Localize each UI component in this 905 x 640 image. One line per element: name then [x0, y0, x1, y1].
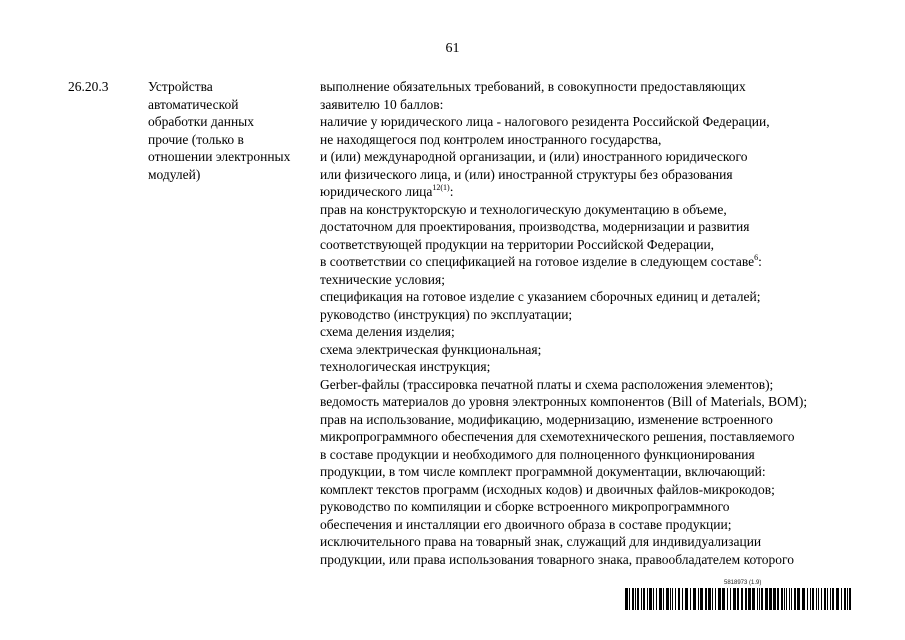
requirement-line — [320, 341, 865, 359]
barcode-bar — [769, 588, 772, 610]
barcode-bar — [715, 588, 716, 610]
barcode-bar — [847, 588, 848, 610]
punctuation: : — [449, 184, 454, 199]
barcode-bar — [745, 588, 747, 610]
requirement-line-text: прав на использование, модификацию, модернизацию, изменение встроенного — [320, 411, 773, 427]
barcode-bar — [712, 588, 713, 610]
requirement-line — [320, 183, 865, 201]
requirement-line — [320, 323, 865, 341]
requirement-line — [320, 411, 865, 429]
requirement-line — [320, 166, 865, 184]
barcode-bar — [748, 588, 751, 610]
requirement-line — [320, 201, 865, 219]
page-number: 61 — [445, 41, 460, 56]
requirement-line-text: наличие у юридического лица - налогового резидента Российской Федерации, — [320, 114, 770, 129]
requirement-line-text: руководство по компиляции и сборке встроенного микропрограммного — [320, 499, 730, 514]
barcode-bar — [690, 588, 691, 610]
barcode-bar — [757, 588, 758, 610]
requirement-line-text: микропрограммного обеспечения для схемотехнического решения, поставляемого — [320, 429, 795, 444]
requirement-line — [320, 516, 865, 534]
barcode-bar — [682, 588, 683, 610]
barcode-bar — [789, 588, 790, 610]
requirement-line — [320, 271, 865, 289]
requirement-line-text: спецификация на готовое изделие с указанием сборочных единиц и деталей; — [320, 289, 761, 304]
barcode-bar — [730, 588, 731, 610]
barcode-bar — [632, 588, 634, 610]
barcode-bar — [812, 588, 814, 610]
requirement-line-text: схема электрическая функциональная; — [320, 341, 542, 357]
requirement-line-text: Gerber-файлы (трассировка печатной платы и схема расположения элементов); — [320, 376, 774, 392]
barcode-bar — [685, 588, 688, 610]
barcode-bar — [786, 588, 787, 610]
requirement-line-text: соответствующей продукции на территории Российской Федерации, — [320, 236, 715, 252]
requirement-line-text: ведомость материалов до уровня электронных компонентов (Bill of Materials, BOM); — [320, 394, 808, 409]
requirement-line — [320, 78, 865, 96]
requirement-line — [320, 253, 865, 271]
product-name-line: обработки данных — [148, 114, 254, 129]
requirement-line-text: не находящегося под контролем иностранного государства, — [320, 131, 662, 147]
product-name-line: отношении электронных — [148, 149, 291, 164]
barcode-bar — [727, 588, 728, 610]
requirement-line — [320, 113, 865, 131]
barcode-bar — [666, 588, 669, 610]
barcode-bar — [653, 588, 654, 610]
requirement-line — [320, 463, 865, 481]
requirement-line-text: технологическая инструкция; — [320, 359, 491, 374]
barcode-bar — [794, 588, 796, 610]
requirement-line — [320, 428, 865, 446]
requirement-line-text: обеспечения и инсталляции его двоичного образа в составе продукции; — [320, 516, 732, 532]
barcode-bar — [797, 588, 800, 610]
barcode-bar — [647, 588, 648, 610]
barcode-bar — [675, 588, 676, 610]
barcode-bar — [737, 588, 739, 610]
requirement-line — [320, 393, 865, 411]
barcode-bar — [741, 588, 743, 610]
footnote-reference: 6 — [754, 253, 759, 262]
requirement-line — [320, 148, 865, 166]
requirement-line — [320, 551, 865, 569]
requirement-line-text: исключительного права на товарный знак, служащий для индивидуализации — [320, 534, 762, 549]
barcode-bar — [663, 588, 664, 610]
requirement-line-text: или физического лица, и (или) иностранной структуры без образования — [320, 166, 733, 182]
product-name-line: прочие (только в — [148, 131, 244, 147]
barcode-bar — [824, 588, 826, 610]
requirement-line — [320, 498, 865, 516]
barcode-bar — [629, 588, 630, 610]
document-id: 5818973 (1.9) — [724, 580, 762, 586]
requirement-line — [320, 131, 865, 149]
barcode-bar — [718, 588, 721, 610]
requirement-line-text: технические условия; — [320, 271, 445, 287]
product-name-line: модулей) — [148, 166, 201, 182]
requirement-line — [320, 236, 865, 254]
barcode-bar — [761, 588, 763, 610]
barcode-bar — [678, 588, 680, 610]
requirement-line-text: прав на конструкторскую и технологическую документацию в объеме, — [320, 201, 727, 217]
requirement-line-text: комплект текстов программ (исходных кодов) и двоичных файлов-микрокодов; — [320, 481, 775, 497]
requirement-line-text: продукции, в том числе комплект программной документации, включающий: — [320, 464, 766, 479]
barcode-bar — [693, 588, 696, 610]
barcode-bar — [733, 588, 736, 610]
barcode-bar — [827, 588, 828, 610]
barcode-bar — [635, 588, 636, 610]
requirement-line-text: и (или) международной организации, и (или) иностранного юридического — [320, 149, 748, 164]
barcode-bar — [816, 588, 817, 610]
barcode-bar — [836, 588, 839, 610]
requirements-text — [320, 78, 865, 568]
barcode-bar — [708, 588, 711, 610]
barcode-bar — [821, 588, 822, 610]
requirement-line — [320, 481, 865, 499]
barcode-bar — [672, 588, 673, 610]
barcode-bar — [705, 588, 707, 610]
requirement-line — [320, 96, 865, 114]
product-name-line: Устройства — [148, 79, 213, 94]
requirement-line-text: заявителю 10 баллов: — [320, 96, 444, 112]
barcode-bar — [659, 588, 662, 610]
barcode-bar — [781, 588, 783, 610]
footnote-reference: 12(1) — [432, 183, 450, 192]
product-name-line: автоматической — [148, 96, 239, 112]
barcode-bar — [849, 588, 851, 610]
requirement-line — [320, 533, 865, 551]
barcode-bar — [643, 588, 645, 610]
barcode-bar — [625, 588, 628, 610]
requirement-line-text: руководство (инструкция) по эксплуатации; — [320, 306, 573, 322]
barcode-bar — [791, 588, 792, 610]
barcode-bar — [830, 588, 831, 610]
barcode-bar — [752, 588, 755, 610]
requirement-line — [320, 306, 865, 324]
barcode-bar — [777, 588, 779, 610]
barcode-bar — [649, 588, 652, 610]
punctuation: : — [758, 254, 762, 269]
barcode-bar — [832, 588, 834, 610]
requirement-line — [320, 376, 865, 394]
barcode-bar — [818, 588, 819, 610]
requirement-line — [320, 446, 865, 464]
barcode-bar — [656, 588, 657, 610]
requirement-line — [320, 218, 865, 236]
barcode-icon — [625, 588, 852, 610]
barcode-bar — [641, 588, 642, 610]
requirement-line-text: юридического лица — [320, 184, 433, 199]
barcode-bar — [670, 588, 671, 610]
requirement-line-text: продукции, или права использования товарного знака, правообладателем которого — [320, 551, 794, 567]
requirement-line-text: выполнение обязательных требований, в совокупности предоставляющих — [320, 79, 746, 94]
requirement-line-text: в составе продукции и необходимого для полноценного функционирования — [320, 446, 755, 462]
requirement-line — [320, 358, 865, 376]
barcode-bar — [698, 588, 699, 610]
requirement-line-text: в соответствии со спецификацией на готовое изделие в следующем составе — [320, 254, 755, 269]
barcode-bar — [637, 588, 639, 610]
barcode-bar — [810, 588, 811, 610]
barcode-bar — [759, 588, 760, 610]
okpd-code: 26.20.3 — [68, 79, 109, 94]
barcode-bar — [807, 588, 808, 610]
requirement-line — [320, 288, 865, 306]
barcode-bar — [802, 588, 805, 610]
barcode-bar — [784, 588, 785, 610]
barcode-bar — [765, 588, 768, 610]
requirement-line-text: достаточном для проектирования, производства, модернизации и развития — [320, 219, 750, 234]
product-name — [148, 78, 318, 183]
barcode-bar — [700, 588, 703, 610]
barcode-bar — [722, 588, 725, 610]
requirement-line-text: схема деления изделия; — [320, 324, 455, 339]
barcode-bar — [841, 588, 842, 610]
barcode-bar — [773, 588, 776, 610]
barcode-bar — [844, 588, 846, 610]
